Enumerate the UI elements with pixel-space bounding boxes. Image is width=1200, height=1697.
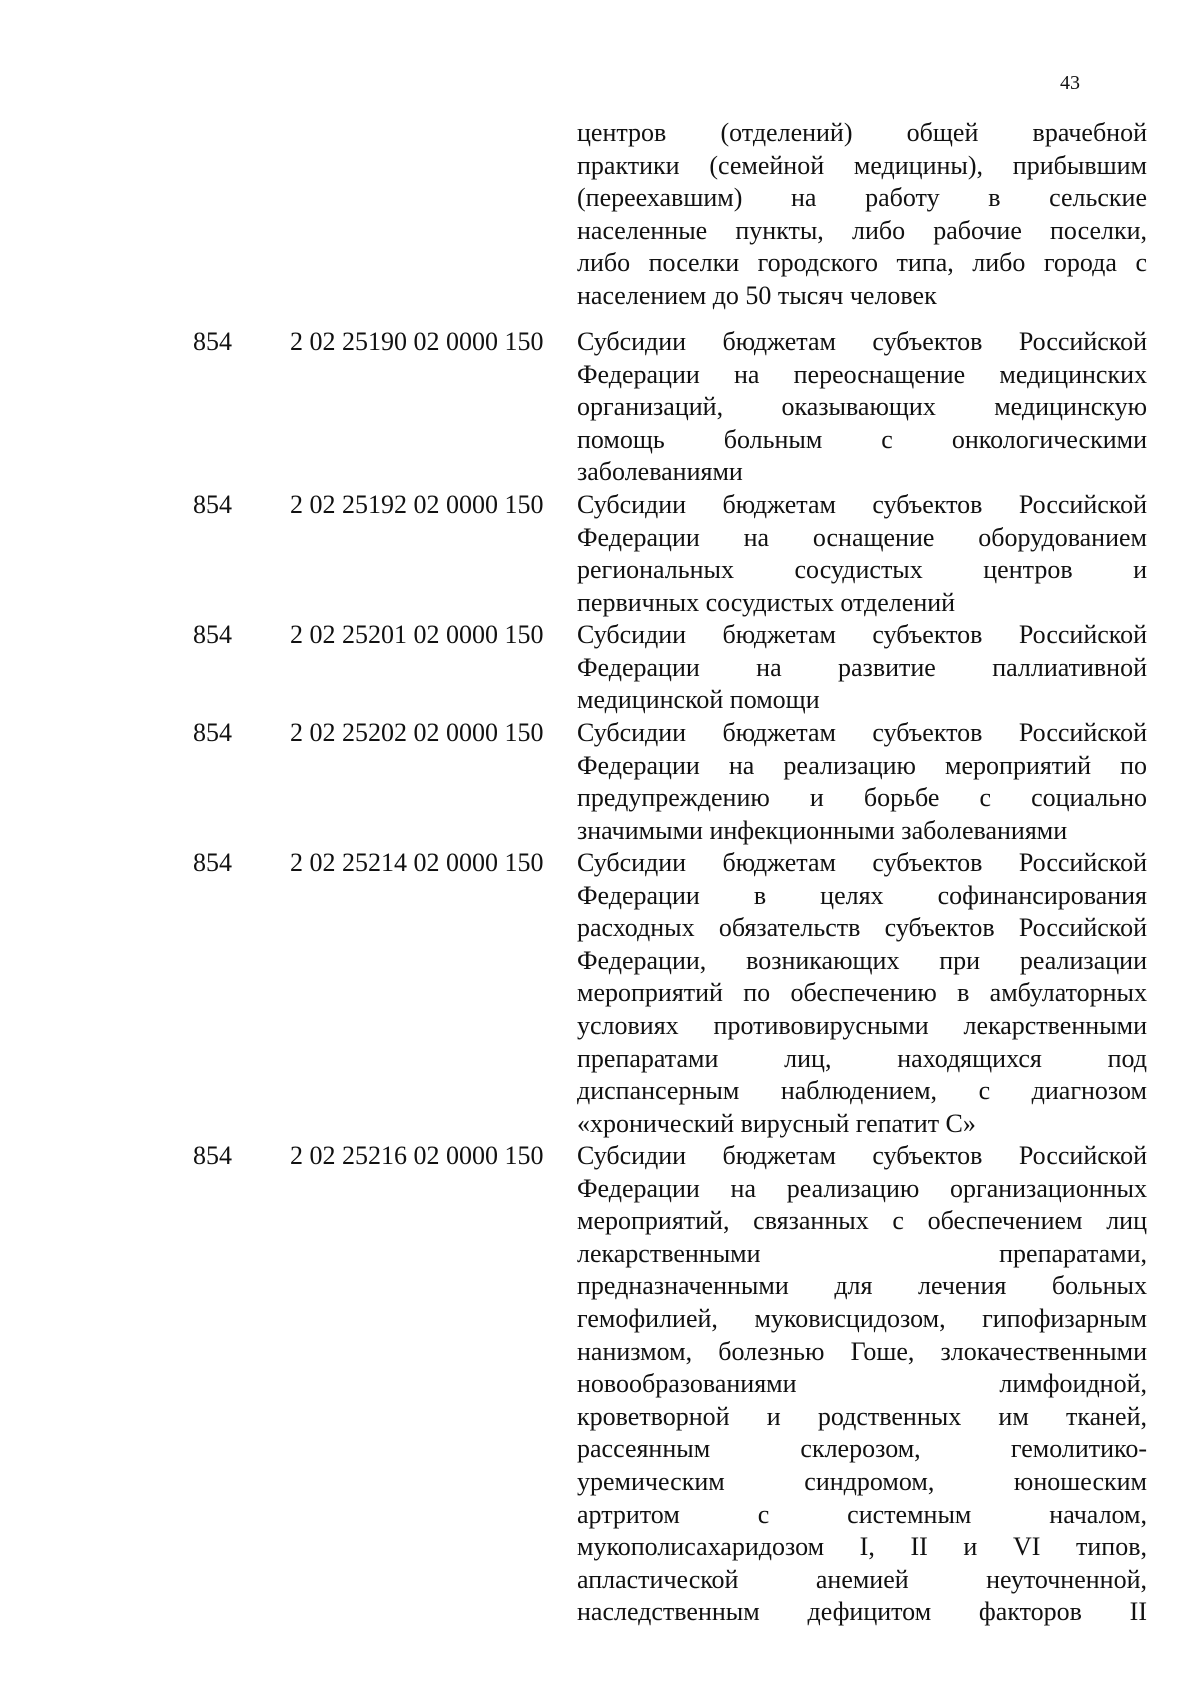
- description-line: мукополисахаридозом I, II и VI типов,: [577, 1532, 1147, 1562]
- description-line: мероприятий, связанных с обеспечением лиц: [577, 1206, 1147, 1236]
- description-line: апластической анемией неуточненной,: [577, 1564, 1147, 1594]
- description-line: нанизмом, болезнью Гоше, злокачественными: [577, 1336, 1147, 1366]
- description-line: населением до 50 тысяч человек: [577, 280, 937, 310]
- description-line: Субсидии бюджетам субъектов Российской: [577, 1141, 1147, 1170]
- admin-code-cell: 854: [193, 620, 232, 649]
- description-line: региональных сосудистых центров и: [577, 555, 1147, 585]
- description-line: предназначенными для лечения больных: [577, 1271, 1147, 1301]
- description-line: либо поселки городского типа, либо города с: [577, 248, 1147, 278]
- description-line: Субсидии бюджетам субъектов Российской: [577, 620, 1147, 649]
- description-line: Федерации на реализацию мероприятий по: [577, 750, 1147, 780]
- description-line: Федерации на переоснащение медицинских: [577, 359, 1147, 389]
- description-line: помощь больным с онкологическими: [577, 424, 1147, 454]
- description-line: Субсидии бюджетам субъектов Российской: [577, 718, 1147, 747]
- description-line: Субсидии бюджетам субъектов Российской: [577, 327, 1147, 356]
- budget-code-cell: 2 02 25214 02 0000 150: [290, 848, 544, 877]
- admin-code-cell: 854: [193, 848, 232, 877]
- description-cell: [577, 117, 1147, 313]
- description-line: Федерации в целях софинансирования: [577, 880, 1147, 910]
- description-line: Субсидии бюджетам субъектов Российской: [577, 490, 1147, 519]
- description-line: гемофилией, муковисцидозом, гипофизарным: [577, 1303, 1147, 1333]
- budget-code-cell: 2 02 25216 02 0000 150: [290, 1141, 544, 1170]
- admin-code-cell: 854: [193, 718, 232, 747]
- description-cell: [577, 326, 1147, 489]
- description-line: Федерации на реализацию организационных: [577, 1173, 1147, 1203]
- description-line: наследственным дефицитом факторов II: [577, 1597, 1147, 1627]
- description-line: (переехавшим) на работу в сельские: [577, 183, 1147, 213]
- description-line: расходных обязательств субъектов Российской: [577, 913, 1147, 943]
- description-line: лекарственными препаратами,: [577, 1238, 1147, 1268]
- description-line: предупреждению и борьбе с социально: [577, 783, 1147, 813]
- description-line: первичных сосудистых отделений: [577, 587, 956, 617]
- description-line: рассеянным склерозом, гемолитико-: [577, 1434, 1147, 1464]
- description-line: практики (семейной медицины), прибывшим: [577, 150, 1147, 180]
- description-line: Федерации на оснащение оборудованием: [577, 522, 1147, 552]
- description-line: препаратами лиц, находящихся под: [577, 1043, 1147, 1073]
- description-line: центров (отделений) общей врачебной: [577, 118, 1147, 147]
- description-line: Субсидии бюджетам субъектов Российской: [577, 848, 1147, 877]
- admin-code-cell: 854: [193, 327, 232, 356]
- description-line: «хронический вирусный гепатит С»: [577, 1108, 976, 1138]
- description-cell: [577, 717, 1147, 847]
- description-line: заболеваниями: [577, 457, 743, 487]
- description-cell: [577, 847, 1147, 1140]
- description-line: диспансерным наблюдением, с диагнозом: [577, 1076, 1147, 1106]
- admin-code-cell: 854: [193, 1141, 232, 1170]
- admin-code-cell: 854: [193, 490, 232, 519]
- description-line: артритом с системным началом,: [577, 1499, 1147, 1529]
- page-number: 43: [1060, 72, 1080, 94]
- budget-code-cell: 2 02 25201 02 0000 150: [290, 620, 544, 649]
- description-line: мероприятий по обеспечению в амбулаторных: [577, 978, 1147, 1008]
- description-line: кроветворной и родственных им тканей,: [577, 1401, 1147, 1431]
- description-line: населенные пункты, либо рабочие поселки,: [577, 215, 1147, 245]
- budget-code-cell: 2 02 25192 02 0000 150: [290, 490, 544, 519]
- description-line: Федерации, возникающих при реализации: [577, 945, 1147, 975]
- description-cell: [577, 1140, 1147, 1629]
- description-line: уремическим синдромом, юношеским: [577, 1466, 1147, 1496]
- description-line: медицинской помощи: [577, 685, 820, 715]
- description-line: организаций, оказывающих медицинскую: [577, 392, 1147, 422]
- description-line: значимыми инфекционными заболеваниями: [577, 815, 1068, 845]
- description-cell: [577, 619, 1147, 717]
- description-cell: [577, 489, 1147, 619]
- budget-code-cell: 2 02 25190 02 0000 150: [290, 327, 544, 356]
- budget-code-cell: 2 02 25202 02 0000 150: [290, 718, 544, 747]
- description-line: Федерации на развитие паллиативной: [577, 652, 1147, 682]
- description-line: условиях противовирусными лекарственными: [577, 1010, 1147, 1040]
- description-line: новообразованиями лимфоидной,: [577, 1369, 1147, 1399]
